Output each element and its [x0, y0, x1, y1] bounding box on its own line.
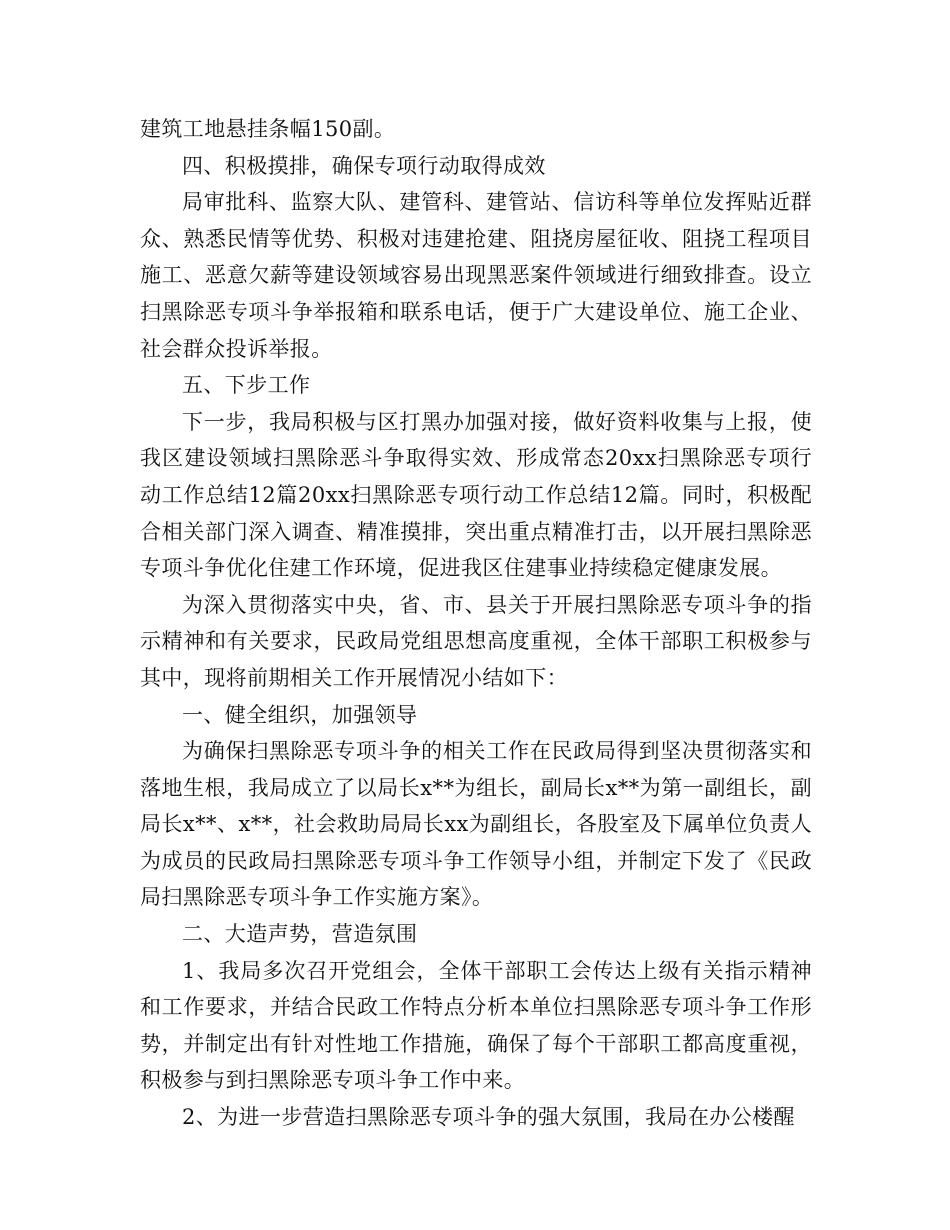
paragraph-3: 下一步，我局积极与区打黑办加强对接，做好资料收集与上报，使我区建设领域扫黑除恶斗争取得实效、形成常态20xx扫黑除恶专项行动工作总结12篇20xx扫黑除恶专项行动工作总结12篇。同时，积极配合相关部门深入调查、精准摸排，突出重点精准打击，以开展扫黑除恶专项斗争优化住建工作环境，促进我区住建事业持续稳定健康发展。 — [140, 409, 812, 581]
paragraph-4: 为深入贯彻落实中央，省、市、县关于开展扫黑除恶专项斗争的指示精神和有关要求，民政局党组思想高度重视，全体干部职工积极参与其中，现将前期相关工作开展情况小结如下： — [140, 592, 812, 690]
paragraph-5: 为确保扫黑除恶专项斗争的相关工作在民政局得到坚决贯彻落实和落地生根，我局成立了以局长x**为组长，副局长x**为第一副组长，副局长x**、x**，社会救助局局长xx为副组长，各股室及下属单位负责人为成员的民政局扫黑除恶专项斗争工作领导小组，并制定下发了《民政局扫黑除恶专项斗争工作实施方案》。 — [140, 739, 812, 910]
document-body — [140, 111, 812, 1136]
paragraph-2: 局审批科、监察大队、建管科、建管站、信访科等单位发挥贴近群众、熟悉民情等优势、积极对违建抢建、阻挠房屋征收、阻挠工程项目施工、恶意欠薪等建设领域容易出现黑恶案件领域进行细致排查。设立扫黑除恶专项斗争举报箱和联系电话，便于广大建设单位、施工企业、社会群众投诉举报。 — [140, 190, 812, 361]
section-heading-5: 五、下步工作 — [182, 373, 311, 398]
section-heading-1: 一、健全组织，加强领导 — [182, 702, 418, 727]
section-heading-2: 二、大造声势，营造氛围 — [182, 922, 418, 947]
section-heading-4: 四、积极摸排，确保专项行动取得成效 — [182, 153, 546, 178]
paragraph-1: 建筑工地悬挂条幅150副。 — [140, 117, 396, 141]
paragraph-7: 2、为进一步营造扫黑除恶专项斗争的强大氛围，我局在办公楼醒 — [182, 1105, 795, 1130]
paragraph-6: 1、我局多次召开党组会，全体干部职工会传达上级有关指示精神和工作要求，并结合民政工作特点分析本单位扫黑除恶专项斗争工作形势，并制定出有针对性地工作措施，确保了每个干部职工都高度重视，积极参与到扫黑除恶专项斗争工作中来。 — [140, 958, 812, 1093]
